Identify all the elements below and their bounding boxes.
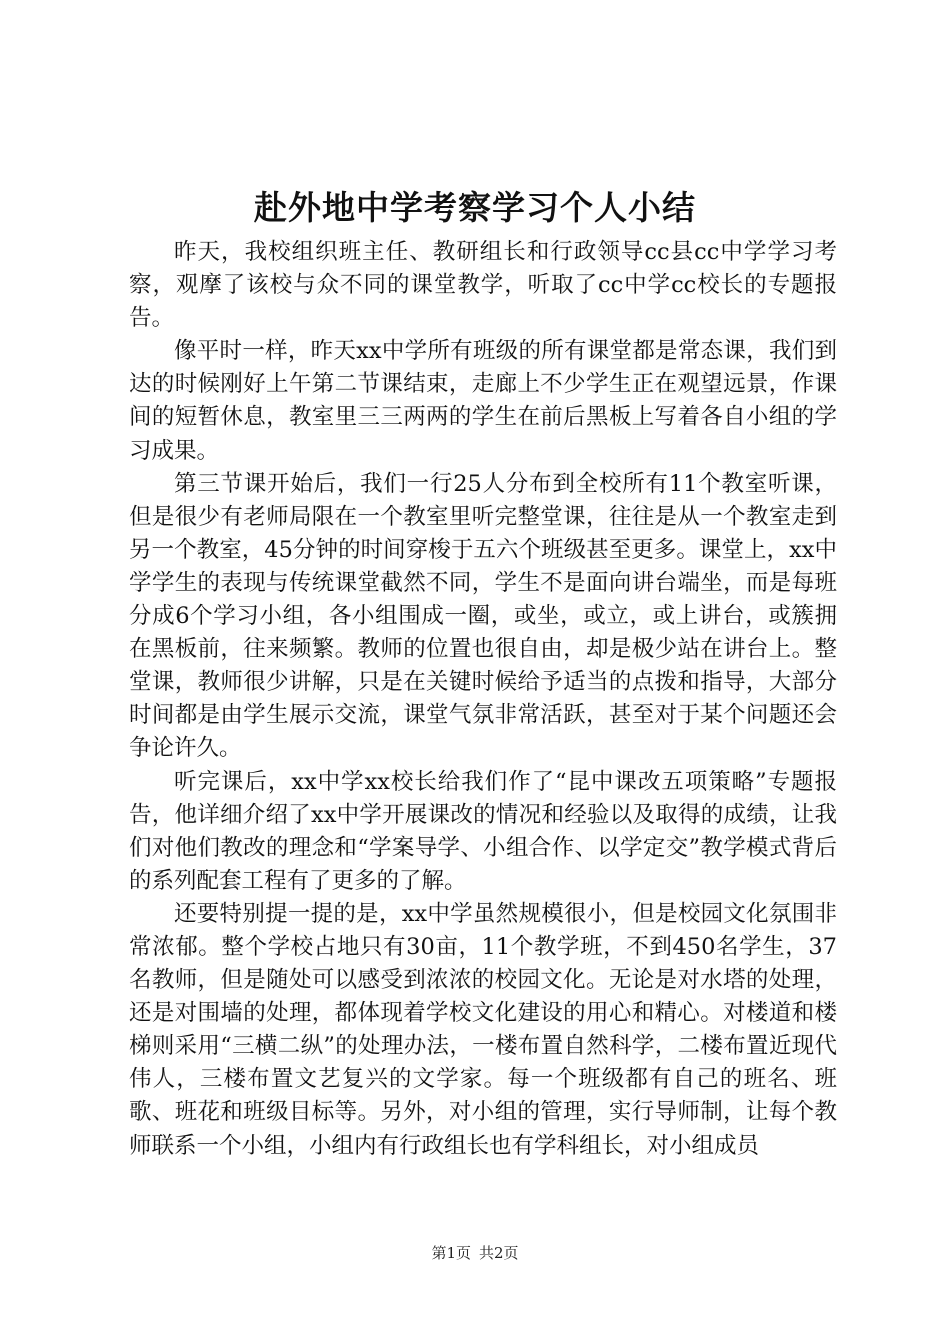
document-title: 赴外地中学考察学习个人小结: [254, 188, 696, 227]
paragraph: 还要特别提一提的是，xx中学虽然规模很小，但是校园文化氛围非常浓郁。整个学校占地只有30亩，11个教学班，不到450名学生，37名教师，但是随处可以感受到浓浓的校园文化。无论是对水塔的处理，还是对围墙的处理，都体现着学校文化建设的用心和精心。对楼道和楼梯则采用“三横二纵”的处理办法，一楼布置自然科学，二楼布置近现代伟人，三楼布置文艺复兴的文学家。每一个班级都有自己的班名、班歌、班花和班级目标等。另外，对小组的管理，实行导师制，让每个教师联系一个小组，小组内有行政组长也有学科组长，对小组成员: [129, 900, 837, 1159]
paragraph: 像平时一样，昨天xx中学所有班级的所有课堂都是常态课，我们到达的时候刚好上午第二节课结束，走廊上不少学生正在观望远景，作课间的短暂休息，教室里三三两两的学生在前后黑板上写着各自小组的学习成果。: [129, 338, 837, 464]
paragraph: 昨天，我校组织班主任、教研组长和行政领导cc县cc中学学习考察，观摩了该校与众不同的课堂教学，听取了cc中学cc校长的专题报告。: [129, 239, 837, 332]
page-footer: [0, 1243, 950, 1263]
document-body: [129, 236, 837, 1163]
page-number-total: 共2页: [479, 1244, 519, 1262]
page-number-current: 第1页: [431, 1244, 471, 1262]
paragraph: 第三节课开始后，我们一行25人分布到全校所有11个教室听课，但是很少有老师局限在一个教室里听完整堂课，往往是从一个教室走到另一个教室，45分钟的时间穿梭于五六个班级甚至更多。课堂上，xx中学学生的表现与传统课堂截然不同，学生不是面向讲台端坐，而是每班分成6个学习小组，各小组围成一圈，或坐，或立，或上讲台，或簇拥在黑板前，往来频繁。教师的位置也很自由，却是极少站在讲台上。整堂课，教师很少讲解，只是在关键时候给予适当的点拨和指导，大部分时间都是由学生展示交流，课堂气氛非常活跃，甚至对于某个问题还会争论许久。: [129, 470, 837, 762]
paragraph: 听完课后，xx中学xx校长给我们作了“昆中课改五项策略”专题报告，他详细介绍了xx中学开展课改的情况和经验以及取得的成绩，让我们对他们教改的理念和“学案导学、小组合作、以学定交”教学模式背后的系列配套工程有了更多的了解。: [129, 768, 837, 894]
